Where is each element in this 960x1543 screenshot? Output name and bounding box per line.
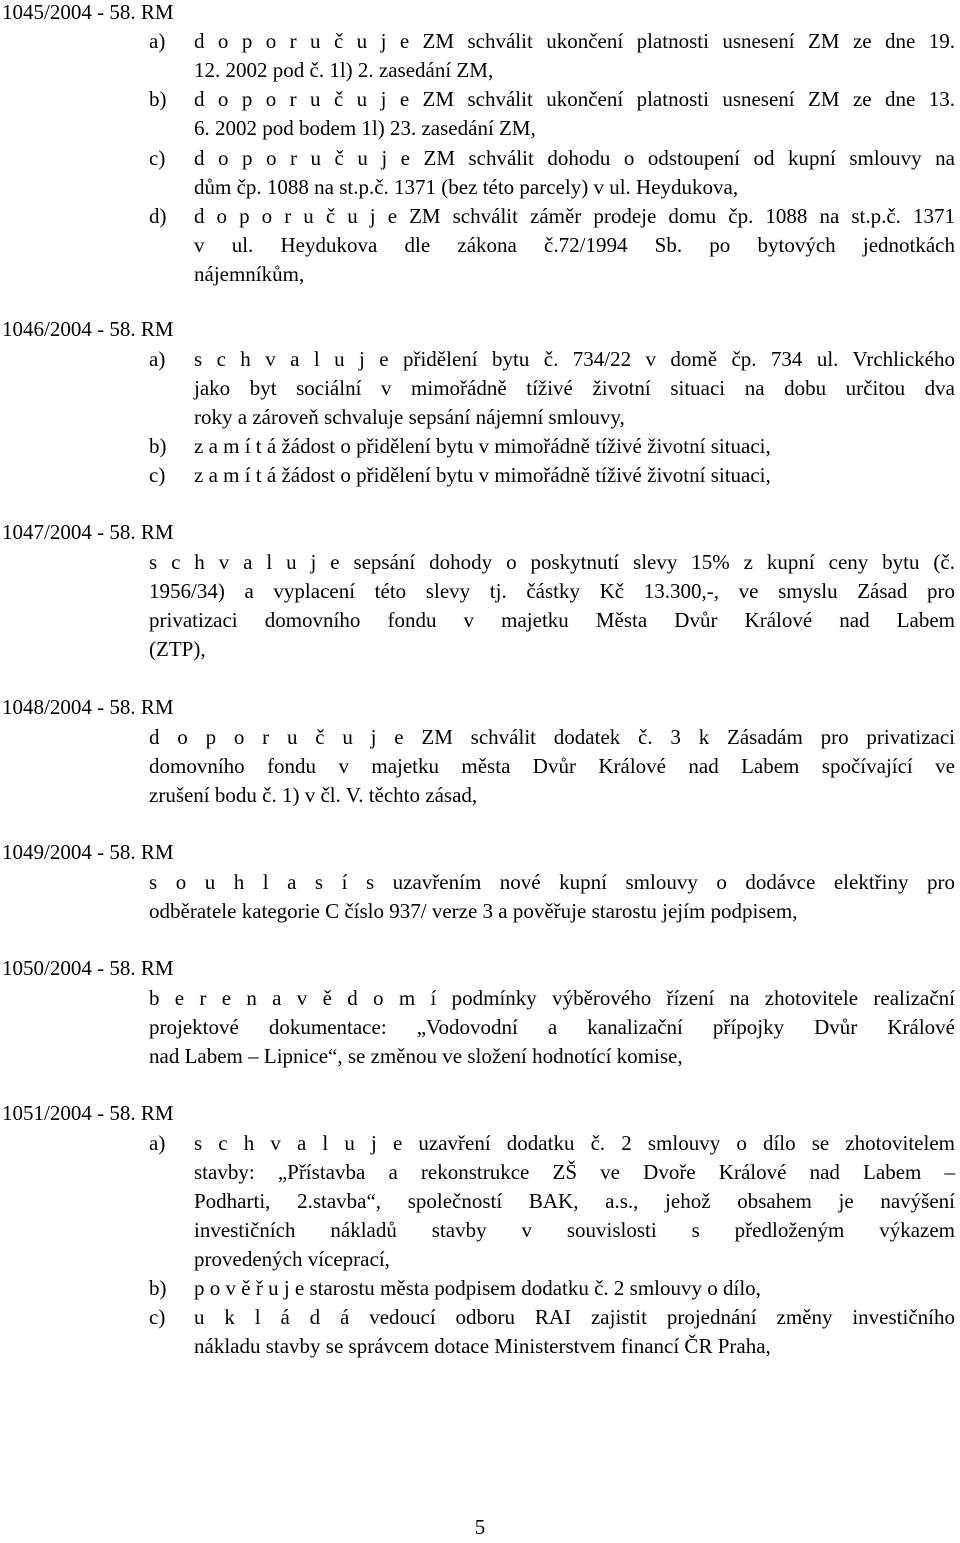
- item-line: z a m í t á žádost o přidělení bytu v mimořádně tíživé životní situaci,: [194, 463, 771, 487]
- body-line: 1956/34) a vyplacení této slevy tj. částky Kč 13.300,-, ve smyslu Zásad pro: [149, 579, 955, 603]
- item-label: a): [149, 347, 166, 371]
- body-line: projektové dokumentace: „Vodovodní a kanalizační přípojky Dvůr Králové: [149, 1015, 955, 1039]
- item-line: d o p o r u č u j e ZM schválit dohodu o odstoupení od kupní smlouvy na: [194, 146, 955, 170]
- item-line: d o p o r u č u j e ZM schválit záměr prodeje domu čp. 1088 na st.p.č. 1371: [194, 204, 955, 228]
- item-line: s c h v a l u j e přidělení bytu č. 734/22 v domě čp. 734 ul. Vrchlického: [194, 347, 955, 371]
- body-line: odběratele kategorie C číslo 937/ verze 3 a pověřuje starostu jejím podpisem,: [149, 899, 798, 923]
- item-line: investičních nákladů stavby v souvislosti s předloženým výkazem: [194, 1218, 955, 1242]
- body-line: privatizaci domovního fondu v majetku Města Dvůr Králové nad Labem: [149, 608, 955, 632]
- item-label: b): [149, 87, 167, 111]
- item-line: nájemníkům,: [194, 262, 305, 286]
- item-line: v ul. Heydukova dle zákona č.72/1994 Sb. po bytových jednotkách: [194, 233, 955, 257]
- body-line: b e r e n a v ě d o m í podmínky výběrového řízení na zhotovitele realizační: [149, 986, 955, 1010]
- item-line: d o p o r u č u j e ZM schválit ukončení platnosti usnesení ZM ze dne 19.: [194, 29, 955, 53]
- item-label: c): [149, 146, 166, 170]
- item-line: provedených víceprací,: [194, 1247, 390, 1271]
- body-line: nad Labem – Lipnice“, se změnou ve složení hodnotící komise,: [149, 1044, 683, 1068]
- item-label: d): [149, 204, 167, 228]
- body-line: s c h v a l u j e sepsání dohody o poskytnutí slevy 15% z kupní ceny bytu (č.: [149, 550, 955, 574]
- item-line: stavby: „Přístavba a rekonstrukce ZŠ ve Dvoře Králové nad Labem –: [194, 1160, 955, 1184]
- item-line: jako byt sociální v mimořádně tíživé životní situaci na dobu určitou dva: [194, 376, 955, 400]
- resolution-title: 1045/2004 - 58. RM: [2, 0, 174, 24]
- resolution-title: 1051/2004 - 58. RM: [2, 1101, 174, 1125]
- item-line: z a m í t á žádost o přidělení bytu v mimořádně tíživé životní situaci,: [194, 434, 771, 458]
- resolution-title: 1046/2004 - 58. RM: [2, 317, 174, 341]
- item-line: dům čp. 1088 na st.p.č. 1371 (bez této parcely) v ul. Heydukova,: [194, 175, 739, 199]
- body-line: domovního fondu v majetku města Dvůr Králové nad Labem spočívající ve: [149, 754, 955, 778]
- resolution-title: 1047/2004 - 58. RM: [2, 520, 174, 544]
- item-label: b): [149, 1276, 167, 1300]
- item-line: Podharti, 2.stavba“, společností BAK, a.s., jehož obsahem je navýšení: [194, 1189, 955, 1213]
- item-line: d o p o r u č u j e ZM schválit ukončení platnosti usnesení ZM ze dne 13.: [194, 87, 955, 111]
- body-line: d o p o r u č u j e ZM schválit dodatek č. 3 k Zásadám pro privatizaci: [149, 725, 955, 749]
- body-line: s o u h l a s í s uzavřením nové kupní smlouvy o dodávce elektřiny pro: [149, 870, 955, 894]
- item-line: nákladu stavby se správcem dotace Ministerstvem financí ČR Praha,: [194, 1334, 771, 1358]
- item-label: c): [149, 1305, 166, 1329]
- item-label: b): [149, 434, 167, 458]
- page-number: 5: [474, 1515, 486, 1539]
- item-line: u k l á d á vedoucí odboru RAI zajistit projednání změny investičního: [194, 1305, 955, 1329]
- body-line: zrušení bodu č. 1) v čl. V. těchto zásad,: [149, 783, 478, 807]
- item-line: 6. 2002 pod bodem 1l) 23. zasedání ZM,: [194, 116, 536, 140]
- item-line: 12. 2002 pod č. 1l) 2. zasedání ZM,: [194, 58, 494, 82]
- item-line: p o v ě ř u j e starostu města podpisem dodatku č. 2 smlouvy o dílo,: [194, 1276, 761, 1300]
- item-line: roky a zároveň schvaluje sepsání nájemní smlouvy,: [194, 405, 625, 429]
- item-label: a): [149, 29, 166, 53]
- item-line: s c h v a l u j e uzavření dodatku č. 2 smlouvy o dílo se zhotovitelem: [194, 1131, 955, 1155]
- resolution-title: 1050/2004 - 58. RM: [2, 956, 174, 980]
- item-label: c): [149, 463, 166, 487]
- resolution-title: 1048/2004 - 58. RM: [2, 695, 174, 719]
- item-label: a): [149, 1131, 166, 1155]
- body-line: (ZTP),: [149, 637, 206, 661]
- resolution-title: 1049/2004 - 58. RM: [2, 840, 174, 864]
